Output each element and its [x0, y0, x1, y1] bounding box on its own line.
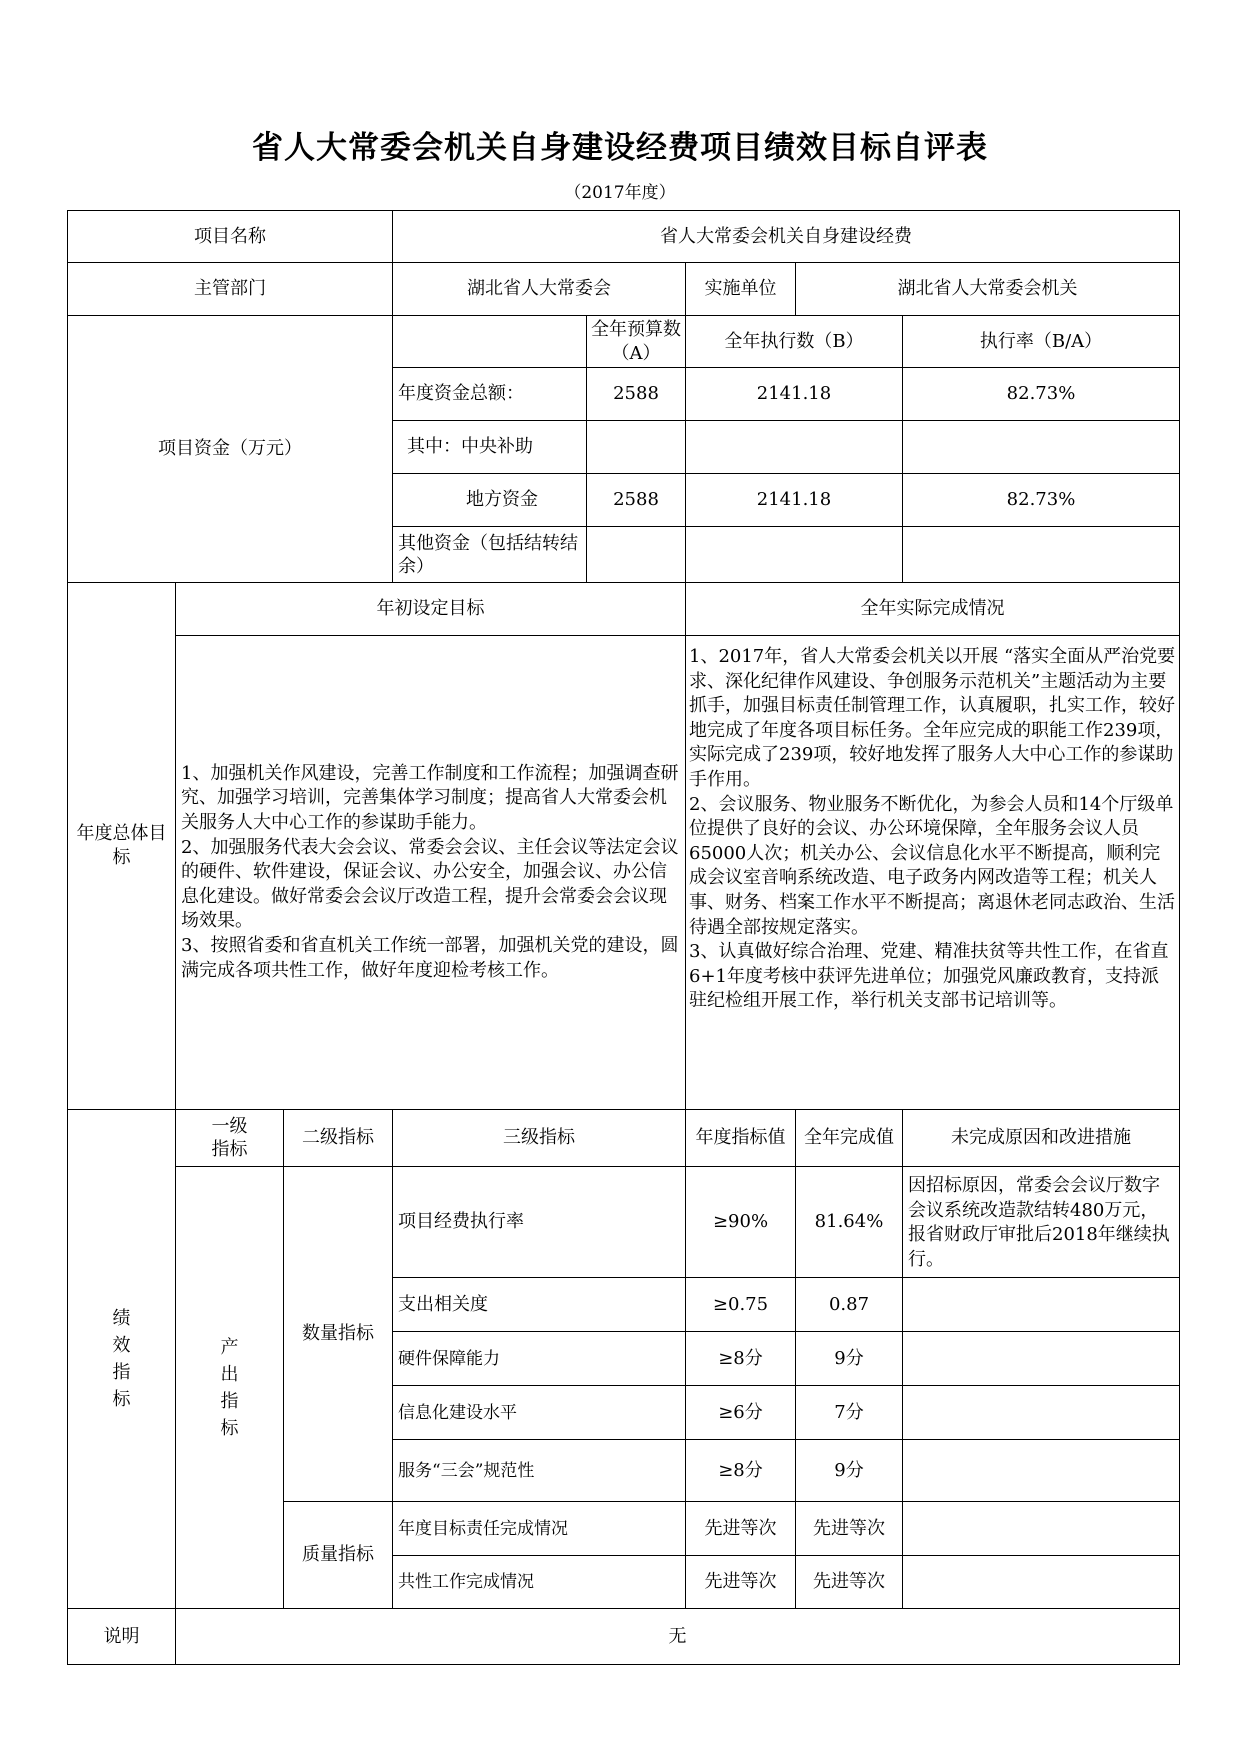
level1-output-label: 产出指标 — [220, 1336, 239, 1439]
indicator-target: ≥6分 — [685, 1385, 796, 1440]
indicator-actual: 9分 — [795, 1331, 903, 1386]
funds-row-executed: 2141.18 — [685, 367, 903, 421]
page-title: 省人大常委会机关自身建设经费项目绩效目标自评表 — [252, 130, 988, 166]
indicator-name: 硬件保障能力 — [392, 1331, 686, 1386]
indicator-actual: 9分 — [795, 1439, 903, 1502]
funds-section-label: 项目资金（万元） — [67, 315, 393, 583]
funds-row-budget — [586, 526, 686, 583]
header-actual: 全年完成值 — [795, 1109, 903, 1167]
indicator-actual: 81.64% — [795, 1166, 903, 1278]
indicator-name: 支出相关度 — [392, 1277, 686, 1332]
indicator-actual: 0.87 — [795, 1277, 903, 1332]
indicator-reason — [902, 1277, 1180, 1332]
indicator-reason — [902, 1439, 1180, 1502]
goals-actual-cell — [685, 635, 1180, 1110]
project-name-label: 项目名称 — [67, 210, 393, 263]
funds-row-rate — [902, 420, 1180, 474]
indicator-reason: 因招标原因，常委会会议厅数字会议系统改造款结转480万元，报省财政厅审批后2018年继续执行。 — [908, 1175, 1170, 1270]
indicator-target: 先进等次 — [685, 1501, 796, 1556]
header-target: 年度指标值 — [685, 1109, 796, 1167]
funds-row-label: 年度资金总额： — [392, 367, 587, 421]
indicator-actual: 先进等次 — [795, 1501, 903, 1556]
indicator-reason — [902, 1555, 1180, 1609]
quantity-label: 数量指标 — [283, 1166, 393, 1502]
indicator-name: 共性工作完成情况 — [392, 1555, 686, 1609]
funds-row-rate — [902, 526, 1180, 583]
header-level3: 三级指标 — [392, 1109, 686, 1167]
level1-output-cell — [175, 1166, 284, 1609]
funds-row-rate: 82.73% — [902, 473, 1180, 527]
indicator-reason-cell — [902, 1166, 1180, 1278]
header-level2: 二级指标 — [283, 1109, 393, 1167]
header-level1-label: 一级指标 — [211, 1116, 248, 1160]
dept-value: 湖北省人大常委会 — [392, 262, 686, 316]
indicator-target: ≥8分 — [685, 1331, 796, 1386]
funds-row-budget: 2588 — [586, 473, 686, 527]
indicator-reason — [902, 1501, 1180, 1556]
dept-label: 主管部门 — [67, 262, 393, 316]
funds-header-blank — [392, 315, 587, 368]
notes-value: 无 — [175, 1608, 1180, 1665]
header-level1 — [175, 1109, 284, 1167]
header-reason: 未完成原因和改进措施 — [902, 1109, 1180, 1167]
funds-row-budget — [586, 420, 686, 474]
indicator-name: 服务“三会”规范性 — [392, 1439, 686, 1502]
funds-row-label: 地方资金 — [392, 473, 587, 527]
goals-actual-header: 全年实际完成情况 — [685, 582, 1180, 636]
year-label: （2017年度） — [564, 183, 676, 203]
indicator-actual: 先进等次 — [795, 1555, 903, 1609]
funds-row-executed — [685, 420, 903, 474]
goals-section-label: 年度总体目标 — [67, 582, 176, 1110]
indicator-target: ≥8分 — [685, 1439, 796, 1502]
funds-row-executed — [685, 526, 903, 583]
unit-label: 实施单位 — [685, 262, 796, 316]
goals-initial-cell — [175, 635, 686, 1110]
indicator-name: 年度目标责任完成情况 — [392, 1501, 686, 1556]
notes-label: 说明 — [67, 1608, 176, 1665]
indicator-target: ≥90% — [685, 1166, 796, 1278]
quality-label: 质量指标 — [283, 1501, 393, 1609]
goals-initial-header: 年初设定目标 — [175, 582, 686, 636]
indicators-section-cell — [67, 1109, 176, 1609]
project-name-value: 省人大常委会机关自身建设经费 — [392, 210, 1180, 263]
funds-row-label: 其他资金（包括结转结余） — [392, 526, 587, 583]
goals-initial-text: 1、加强机关作风建设，完善工作制度和工作流程；加强调查研究、加强学习培训，完善集体学习制度；提高省人大常委会机关服务人大中心工作的参谋助手能力。 2、加强服务代表大会会议、常委会会议、主任会议等法定会议的硬件、软件建设，保证会议、办公安全，加强会议、办公信息化建设。做好常委会会议厅改造工程，提升会常委会会议现场效果。 3、按照省委和省直机关工作统一部署，加强机关党的建设，圆满完成各项共性工作，做好年度迎检考核工作。 — [181, 762, 679, 981]
indicator-reason — [902, 1385, 1180, 1440]
funds-row-rate: 82.73% — [902, 367, 1180, 421]
indicator-name: 信息化建设水平 — [392, 1385, 686, 1440]
indicator-reason — [902, 1331, 1180, 1386]
unit-value: 湖北省人大常委会机关 — [795, 262, 1180, 316]
funds-row-label: 其中：中央补助 — [392, 420, 587, 474]
indicators-section-label: 绩效指标 — [112, 1308, 131, 1410]
indicator-actual: 7分 — [795, 1385, 903, 1440]
indicator-name: 项目经费执行率 — [392, 1166, 686, 1278]
funds-header-executed: 全年执行数（B） — [685, 315, 903, 368]
funds-row-budget: 2588 — [586, 367, 686, 421]
funds-header-budget: 全年预算数（A） — [586, 315, 686, 368]
indicator-target: ≥0.75 — [685, 1277, 796, 1332]
indicator-target: 先进等次 — [685, 1555, 796, 1609]
goals-actual-text: 1、2017年，省人大常委会机关以开展 “落实全面从严治党要求、深化纪律作风建设、争创服务示范机关”主题活动为主要抓手，加强目标责任制管理工作，认真履职，扎实工作，较好地完成了年度各项目标任务。全年应完成的职能工作239项，实际完成了239项，较好地发挥了服务人大中心工作的参谋助手作用。 2、会议服务、物业服务不断优化，为参会人员和14个厅级单位提供了良好的会议、办公环境保障，全年服务会议人员65000人次；机关办公、会议信息化水平不断提高，顺利完成会议室音响系统改造、电子政务内网改造等工程；机关人事、财务、档案工作水平不断提高；离退休老同志政治、生活待遇全部按规定落实。 3、认真做好综合治理、党建、精准扶贫等共性工作，在省直6+1年度考核中获评先进单位；加强党风廉政教育，支持派驻纪检组开展工作，举行机关支部书记培训等。 — [689, 646, 1176, 1012]
funds-header-rate: 执行率（B/A） — [902, 315, 1180, 368]
evaluation-table — [67, 210, 1180, 1665]
funds-row-executed: 2141.18 — [685, 473, 903, 527]
